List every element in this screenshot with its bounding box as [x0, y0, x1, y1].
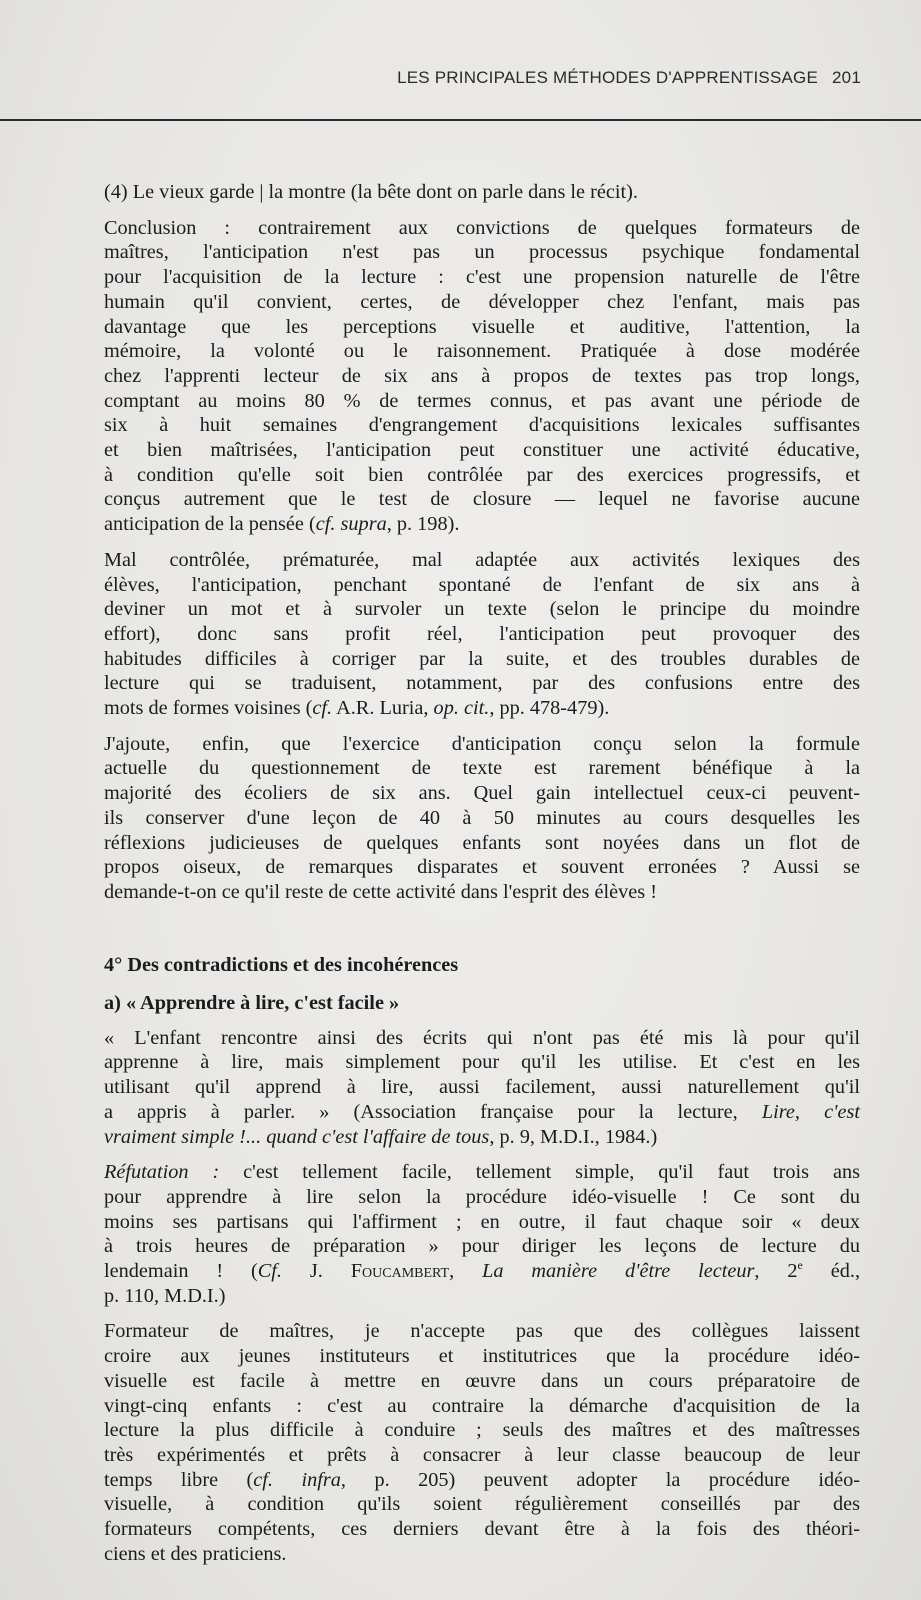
text-line: davantage que les perceptions visuelle et auditive, l'attention, la	[104, 315, 860, 338]
text-line: visuelle, à condition qu'ils soient régulièrement conseillés par des	[104, 1493, 860, 1516]
text: , 2	[754, 1260, 798, 1283]
text-line: Mal contrôlée, prématurée, mal adaptée aux activités lexiques des	[104, 548, 860, 571]
text-line	[104, 1468, 860, 1493]
text-line: à condition qu'elle soit bien contrôlée par des exercices progressifs, et	[104, 463, 860, 486]
text: mots de formes voisines (	[104, 697, 313, 720]
reference: cf. infra	[253, 1468, 341, 1491]
text-line: chez l'apprenti lecteur de six ans à propos de textes pas trop longs,	[104, 364, 860, 387]
reference: Cf.	[257, 1260, 282, 1283]
text-line: mémoire, la volonté ou le raisonnement. Pratiquée à dose modérée	[104, 340, 860, 363]
text: anticipation de la pensée (	[104, 513, 316, 536]
text-line: habitudes difficiles à corriger par la suite, et des troubles durables de	[104, 647, 860, 670]
reference: cf.	[312, 697, 333, 720]
text-line	[104, 1100, 860, 1125]
reference: op. cit.	[433, 697, 490, 720]
author-name: Foucambert	[350, 1260, 450, 1283]
paragraph-conclusion	[104, 216, 860, 537]
text-line: conçus autrement que le test de closure — lequel ne favorise aucune	[104, 488, 860, 511]
text: , pp. 478-479).	[489, 697, 610, 720]
text-line: six à huit semaines d'engrangement d'acquisitions lexicales suffisantes	[104, 414, 860, 437]
text-line: ils conserver d'une leçon de 40 à 50 minutes au cours desquelles les	[104, 806, 860, 829]
text-line: propos oiseux, de remarques disparates et souvent erronées ? Aussi se	[104, 856, 860, 879]
text: c'est tellement facile, tellement simple, qu'il faut trois ans	[219, 1161, 860, 1184]
text: , p. 198).	[386, 513, 460, 536]
paragraph-formateur	[104, 1319, 860, 1566]
running-title: LES PRINCIPALES MÉTHODES D'APPRENTISSAGE	[397, 68, 819, 87]
text-line: comptant au moins 80 % de termes connus, et pas avant une période de	[104, 389, 860, 412]
book-title: La manière d'être lecteur	[482, 1260, 755, 1283]
text: temps libre (	[104, 1468, 254, 1491]
text-line: p. 110, M.D.I.)	[104, 1284, 226, 1307]
page-body	[104, 180, 860, 1566]
text-line: pour l'acquisition de la lecture : c'est une propension naturelle de l'être	[104, 266, 860, 289]
subsection-heading: a) « Apprendre à lire, c'est facile »	[104, 991, 400, 1014]
text: J.	[282, 1260, 351, 1283]
text-line: à trois heures de préparation » pour diriger les leçons de lecture du	[104, 1235, 860, 1258]
text-line: réflexions judicieuses de quelques enfants sont noyées dans un flot de	[104, 831, 860, 854]
text-line: élèves, l'anticipation, penchant spontané de l'enfant de six ans à	[104, 573, 860, 596]
text-line: maîtres, l'anticipation n'est pas un processus psychique fondamental	[104, 241, 860, 264]
text-line: J'ajoute, enfin, que l'exercice d'anticipation conçu selon la formule	[104, 732, 860, 755]
reference: cf. supra	[315, 513, 387, 536]
text: , p. 9, M.D.I., 1984.)	[489, 1125, 658, 1148]
text-line: et bien maîtrisées, l'anticipation peut constituer une activité éducative,	[104, 439, 860, 462]
text: éd.,	[802, 1260, 861, 1283]
text-line: utilisant qu'il apprend à lire, aussi facilement, aussi naturellement qu'il	[104, 1076, 860, 1099]
text-line: ciens et des praticiens.	[104, 1542, 287, 1565]
running-head	[397, 68, 861, 88]
text: A.R. Luria,	[332, 697, 434, 720]
paragraph-mal-controlee	[104, 548, 860, 721]
text-line: vingt-cinq enfants : c'est au contraire la démarche d'acquisition de la	[104, 1394, 860, 1417]
text-line: lecture qui se traduisent, notamment, par des confusions entre des	[104, 672, 860, 695]
text-line: croire aux jeunes instituteurs et institutrices que la procédure idéo-	[104, 1345, 860, 1368]
paragraph-j-ajoute	[104, 732, 860, 905]
item-4	[104, 180, 860, 205]
text-line: majorité des écoliers de six ans. Quel gain intellectuel ceux-ci peuvent-	[104, 782, 860, 805]
text-line: Conclusion : contrairement aux convictions de quelques formateurs de	[104, 216, 860, 239]
text: a appris à parler. » (Association française pour la lecture,	[104, 1100, 762, 1123]
text-line: humain qu'il convient, certes, de développer chez l'enfant, mais pas	[104, 290, 860, 313]
text-line	[104, 512, 860, 537]
section-heading: 4° Des contradictions et des incohérences	[104, 953, 459, 976]
text-line: demande-t-on ce qu'il reste de cette activité dans l'esprit des élèves !	[104, 880, 657, 903]
text-line: visuelle est facile à mettre en œuvre dans un cours préparatoire de	[104, 1369, 860, 1392]
text-line: « L'enfant rencontre ainsi des écrits qui n'ont pas été mis là pour qu'il	[104, 1026, 860, 1049]
text-line	[104, 1125, 860, 1150]
text-line: actuelle du questionnement de texte est rarement bénéfique à la	[104, 757, 860, 780]
text: ,	[449, 1260, 483, 1283]
refutation-label: Réfutation :	[104, 1161, 220, 1184]
paragraph-refutation	[104, 1160, 860, 1308]
text-line	[104, 696, 860, 721]
text: lendemain ! (	[104, 1260, 258, 1283]
text: , p. 205) peuvent adopter la procédure idéo-	[340, 1468, 860, 1491]
book-title: vraiment simple !... quand c'est l'affaire de tous	[104, 1125, 490, 1148]
text-line: très expérimentés et prêts à consacrer à leur classe beaucoup de leur	[104, 1443, 860, 1466]
text-line: Formateur de maîtres, je n'accepte pas que des collègues laissent	[104, 1320, 860, 1343]
paragraph-quote	[104, 1026, 860, 1150]
page-number: 201	[832, 68, 861, 87]
book-title: Lire, c'est	[761, 1100, 860, 1123]
item-4-line: (4) Le vieux garde | la montre (la bête dont on parle dans le récit).	[104, 181, 638, 203]
text-line	[104, 1160, 860, 1185]
text-line	[104, 1259, 860, 1284]
header-rule	[0, 119, 921, 121]
text-line: formateurs compétents, ces derniers devant être à la fois des théori-	[104, 1518, 860, 1541]
superscript: e	[797, 1258, 803, 1273]
text-line: apprenne à lire, mais simplement pour qu'il les utilise. Et c'est en les	[104, 1051, 860, 1074]
text-line: effort), donc sans profit réel, l'anticipation peut provoquer des	[104, 622, 860, 645]
text-line: lecture la plus difficile à conduire ; seuls des maîtres et des maîtresses	[104, 1419, 860, 1442]
text-line: moins ses partisans qui l'affirment ; en outre, il faut chaque soir « deux	[104, 1210, 860, 1233]
text-line: deviner un mot et à survoler un texte (selon le principe du moindre	[104, 598, 860, 621]
text-line: pour apprendre à lire selon la procédure idéo-visuelle ! Ce sont du	[104, 1185, 860, 1208]
